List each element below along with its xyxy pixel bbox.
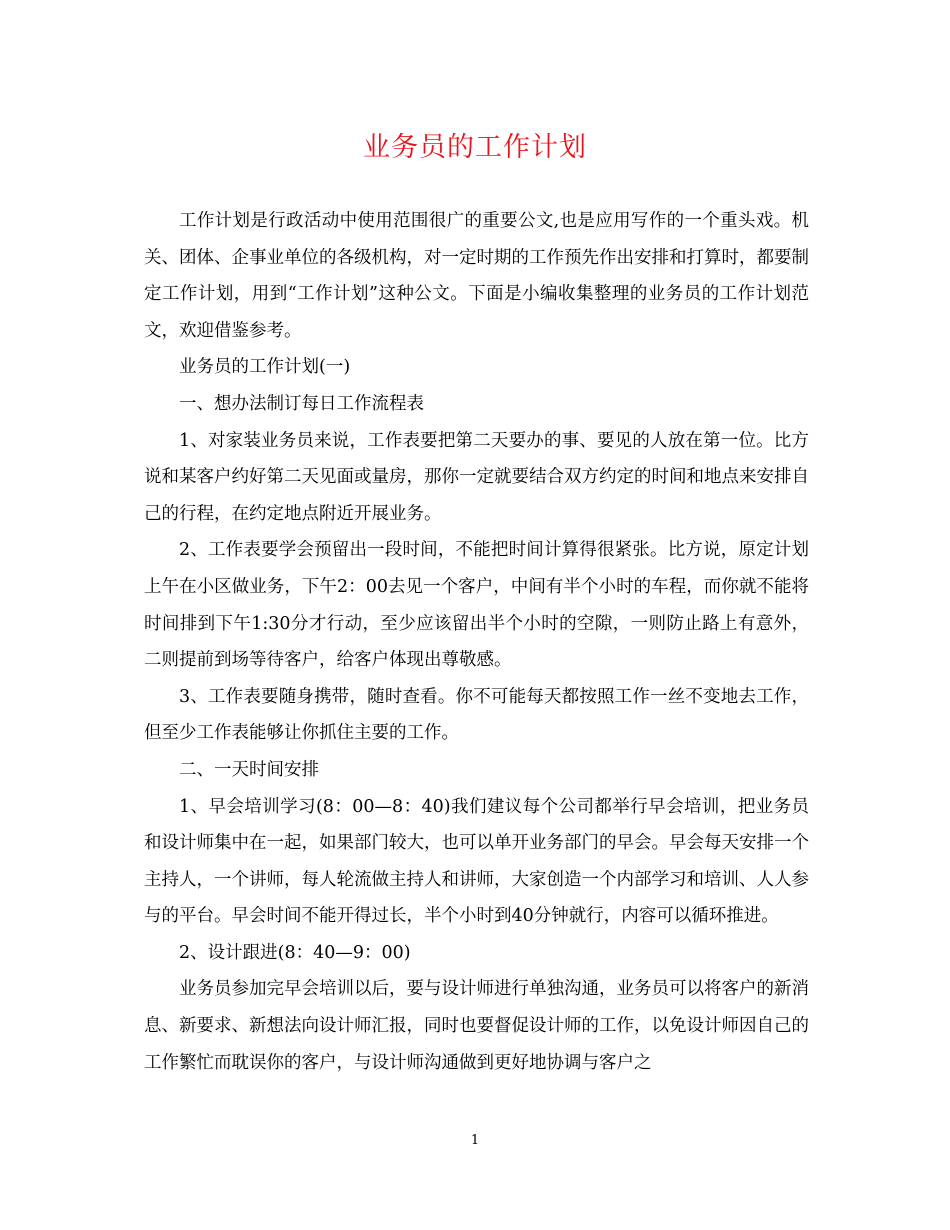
body-paragraph: 2、设计跟进(8：40—9：00) — [179, 942, 411, 963]
section-heading-1: 一、想办法制订每日工作流程表 — [179, 393, 424, 414]
body-paragraph: 2、工作表要学会预留出一段时间，不能把时间计算得很紧张。比方说，原定计划上午在小区做业务，下午2：00去见一个客户，中间有半个小时的车程，而你就不能将时间排到下午1:30分才行动，至少应该留出半个小时的空隙，一则防止路上有意外，二则提前到场等待客户，给客户体现出尊敬感。 — [144, 540, 809, 671]
document-title: 业务员的工作计划 — [363, 132, 587, 163]
body-paragraph: 3、工作表要随身携带，随时查看。你不可能每天都按照工作一丝不变地去工作，但至少工作表能够让你抓住主要的工作。 — [144, 686, 809, 744]
body-paragraph: 业务员参加完早会培训以后，要与设计师进行单独沟通，业务员可以将客户的新消息、新要求、新想法向设计师汇报，同时也要督促设计师的工作，以免设计师因自己的工作繁忙而耽误你的客户，与设计师沟通做到更好地协调与客户之 — [144, 979, 809, 1073]
intro-paragraph: 工作计划是行政活动中使用范围很广的重要公文,也是应用写作的一个重头戏。机关、团体、企事业单位的各级机构，对一定时期的工作预先作出安排和打算时，都要制定工作计划，用到“工作计划”这种公文。下面是小编收集整理的业务员的工作计划范文，欢迎借鉴参考。 — [144, 211, 809, 341]
body-paragraph: 1、对家装业务员来说，工作表要把第二天要办的事、要见的人放在第一位。比方说和某客户约好第二天见面或量房，那你一定就要结合双方约定的时间和地点来安排自己的行程，在约定地点附近开展业务。 — [144, 430, 809, 524]
plan-heading: 业务员的工作计划(一) — [179, 357, 351, 378]
document-body — [144, 203, 809, 1081]
page-number: 1 — [470, 1133, 480, 1148]
section-heading-2: 二、一天时间安排 — [179, 759, 319, 780]
body-paragraph: 1、早会培训学习(8：00—8：40)我们建议每个公司都举行早会培训，把业务员和设计师集中在一起，如果部门较大，也可以单开业务部门的早会。早会每天安排一个主持人，一个讲师，每人轮流做主持人和讲师，大家创造一个内部学习和培训、人人参与的平台。早会时间不能开得过长，半个小时到40分钟就行，内容可以循环推进。 — [144, 796, 809, 927]
